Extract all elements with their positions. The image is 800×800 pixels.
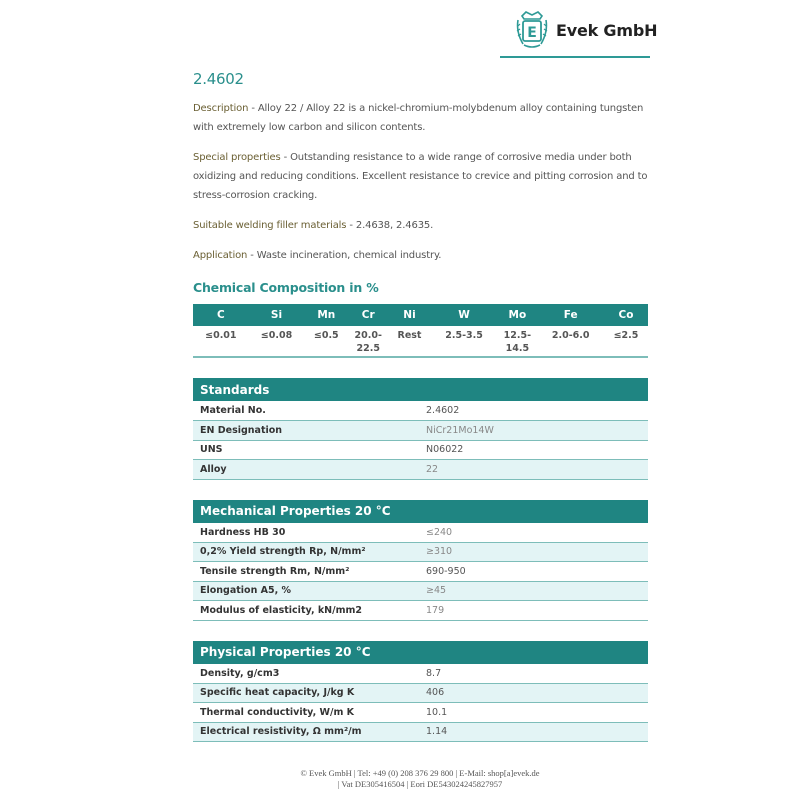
page-footer (0, 768, 800, 790)
paragraph-lead: Application (193, 250, 248, 261)
table-row (193, 683, 648, 703)
property-name: Density, g/cm3 (193, 664, 426, 684)
header-divider (500, 56, 650, 58)
table-row (193, 703, 648, 723)
standards-table (193, 378, 648, 480)
property-value: NiCr21Mo14W (426, 421, 648, 441)
physical-properties-table (193, 641, 648, 743)
table-row (193, 562, 648, 582)
column-header: Mo (497, 304, 537, 326)
property-name: Elongation A5, % (193, 581, 426, 601)
property-name: EN Designation (193, 421, 426, 441)
paragraph-text: - 2.4638, 2.4635. (346, 220, 434, 231)
column-header: Si (249, 304, 305, 326)
column-header: Fe (537, 304, 604, 326)
welding-filler-paragraph (193, 216, 648, 235)
property-value: ≥45 (426, 581, 648, 601)
property-value: 690-950 (426, 562, 648, 582)
property-value: 10.1 (426, 703, 648, 723)
table-title: Standards (193, 378, 648, 401)
property-value: 22 (426, 460, 648, 480)
property-value: N06022 (426, 440, 648, 460)
column-header: Mn (304, 304, 348, 326)
table-cell: 20.0-22.5 (354, 330, 382, 354)
footer-tax-line: | Vat DE305416504 | Eori DE543024245827957 (337, 779, 503, 789)
table-row (193, 460, 648, 480)
property-value: ≥310 (426, 542, 648, 562)
table-cell: ≤0.5 (313, 330, 339, 341)
table-row (193, 326, 648, 357)
page-header (500, 8, 660, 58)
column-header: C (193, 304, 249, 326)
footer-contact-line: © Evek GmbH | Tel: +49 (0) 208 376 29 800 | E-Mail: shop[a]evek.de (300, 768, 540, 778)
property-name: Tensile strength Rm, N/mm² (193, 562, 426, 582)
paragraph-text: - Alloy 22 / Alloy 22 is a nickel-chromium-molybdenum alloy containing tungsten with extremely low carbon and silicon contents. (193, 103, 644, 133)
chemical-composition-table (193, 304, 648, 358)
property-value: 8.7 (426, 664, 648, 684)
brand-name: Evek GmbH (556, 20, 658, 40)
table-row (193, 421, 648, 441)
mechanical-properties-table (193, 500, 648, 621)
table-cell: Rest (397, 330, 422, 341)
table-title: Physical Properties 20 °C (193, 641, 648, 664)
property-value: 406 (426, 683, 648, 703)
column-header: Co (604, 304, 648, 326)
svg-text:E: E (527, 25, 537, 41)
table-title: Mechanical Properties 20 °C (193, 500, 648, 523)
product-content (193, 70, 648, 742)
special-properties-paragraph (193, 148, 648, 205)
property-name: Modulus of elasticity, kN/mm2 (193, 601, 426, 621)
application-paragraph (193, 246, 648, 265)
table-cell: ≤0.08 (260, 330, 293, 341)
property-name: Electrical resistivity, Ω mm²/m (193, 722, 426, 742)
property-name: Alloy (193, 460, 426, 480)
table-row (193, 523, 648, 543)
product-code-title: 2.4602 (193, 70, 244, 88)
column-header: Cr (348, 304, 388, 326)
property-value: 179 (426, 601, 648, 621)
table-row (193, 440, 648, 460)
property-name: UNS (193, 440, 426, 460)
table-row (193, 601, 648, 621)
property-value: ≤240 (426, 523, 648, 543)
table-row (193, 581, 648, 601)
property-value: 1.14 (426, 722, 648, 742)
property-name: Thermal conductivity, W/m K (193, 703, 426, 723)
column-header: W (431, 304, 498, 326)
chemical-composition-title: Chemical Composition in % (193, 280, 379, 295)
paragraph-lead: Special properties (193, 152, 281, 163)
property-name: 0,2% Yield strength Rp, N/mm² (193, 542, 426, 562)
table-row (193, 722, 648, 742)
property-name: Specific heat capacity, J/kg K (193, 683, 426, 703)
table-row (193, 664, 648, 684)
crest-e-icon (514, 10, 550, 50)
paragraph-text: - Waste incineration, chemical industry. (247, 250, 442, 261)
property-name: Hardness HB 30 (193, 523, 426, 543)
paragraph-text: - Outstanding resistance to a wide range of corrosive media under both oxidizing and reducing conditions. Excellent resistance to crevice and pitting corrosion and to stress-corrosion cracking. (193, 152, 648, 201)
table-cell: 12.5-14.5 (503, 330, 532, 354)
table-cell: 2.0-6.0 (551, 330, 590, 341)
table-cell: 2.5-3.5 (445, 330, 483, 341)
logo[interactable] (500, 8, 660, 52)
paragraph-lead: Description (193, 103, 249, 114)
property-name: Material No. (193, 401, 426, 421)
table-cell: ≤0.01 (205, 330, 237, 341)
paragraph-lead: Suitable welding filler materials (193, 220, 347, 231)
column-header: Ni (388, 304, 430, 326)
table-row (193, 401, 648, 421)
table-cell: ≤2.5 (613, 330, 639, 341)
property-value: 2.4602 (426, 401, 648, 421)
description-paragraph (193, 99, 648, 137)
table-header-row (193, 304, 648, 326)
table-row (193, 542, 648, 562)
